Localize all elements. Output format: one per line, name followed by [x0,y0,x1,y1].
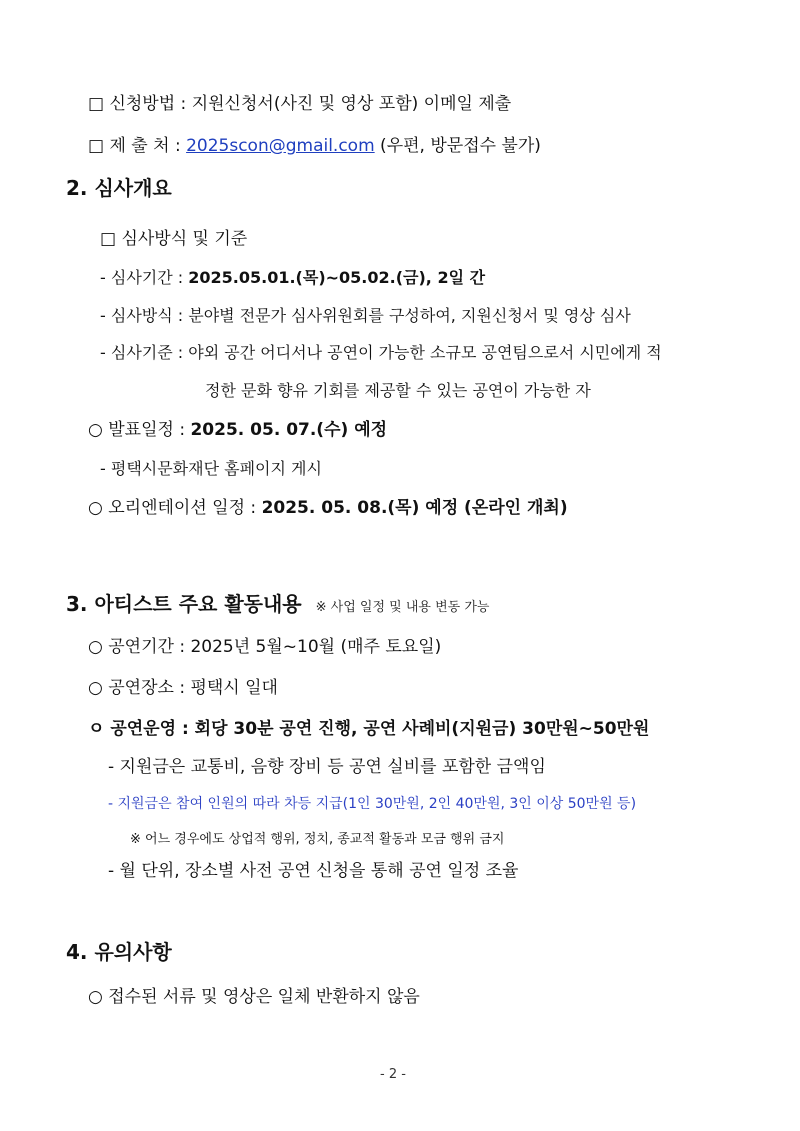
section-3-note: ※ 사업 일정 및 내용 변동 가능 [315,600,490,615]
apply-dest-line [88,134,541,158]
perf-place: ○ 공연장소 : 평택시 일대 [88,678,278,698]
review-period-value: 2025.05.01.(목)~05.02.(금), 2일 간 [188,268,486,287]
orientation-value: 2025. 05. 08.(목) 예정 (온라인 개최) [261,498,568,518]
perf-ops-note: ※ 어느 경우에도 상업적 행위, 정치, 종교적 활동과 모금 행위 금지 [130,832,505,847]
page-number: - 2 - [380,1067,406,1082]
apply-method-label: □ 신청방법 : [88,94,192,114]
announce-value: 2025. 05. 07.(수) 예정 [190,420,388,440]
review-period-line [100,266,485,290]
caution-item-1: ○ 접수된 서류 및 영상은 일체 반환하지 않음 [88,987,420,1007]
email-link[interactable]: 2025scon@gmail.com [186,136,375,156]
section-4-title: 4. 유의사항 [66,940,172,964]
section-3-title-line [66,590,489,622]
review-criteria-line1: - 심사기준 : 야외 공간 어디서나 공연이 가능한 소규모 공연팀으로서 시민에게 적 [100,343,662,362]
perf-ops-sub1: - 지원금은 교통비, 음향 장비 등 공연 실비를 포함한 금액임 [108,757,546,777]
perf-ops: ㅇ 공연운영 : 회당 30분 공연 진행, 공연 사례비(지원금) 30만원~50만원 [88,719,650,739]
review-method-line: - 심사방식 : 분야별 전문가 심사위원회를 구성하여, 지원신청서 및 영상 심사 [100,306,631,325]
announce-line [88,418,387,442]
apply-dest-label: □ 제 출 처 : [88,136,187,156]
review-period-label: - 심사기간 : [100,268,189,287]
perf-period: ○ 공연기간 : 2025년 5월~10월 (매주 토요일) [88,637,442,657]
apply-method-value: 지원신청서(사진 및 영상 포함) 이메일 제출 [191,94,512,114]
announce-sub: - 평택시문화재단 홈페이지 게시 [100,459,322,478]
review-subhead: □ 심사방식 및 기준 [100,229,248,249]
perf-ops-sub3: - 월 단위, 장소별 사전 공연 신청을 통해 공연 일정 조율 [108,861,519,881]
review-criteria-line2: 정한 문화 향유 기회를 제공할 수 있는 공연이 가능한 자 [205,381,591,400]
apply-dest-note: (우편, 방문접수 불가) [374,136,541,156]
perf-ops-sub2: - 지원금은 참여 인원의 따라 차등 지급(1인 30만원, 2인 40만원, 3인 이상 50만원 등) [108,796,637,812]
announce-label: ○ 발표일정 : [88,420,191,440]
orientation-line [88,496,568,520]
section-3-title: 3. 아티스트 주요 활동내용 [66,592,302,616]
orientation-label: ○ 오리엔테이션 일정 : [88,498,262,518]
section-2-title: 2. 심사개요 [66,176,172,200]
apply-method-line [88,92,511,116]
